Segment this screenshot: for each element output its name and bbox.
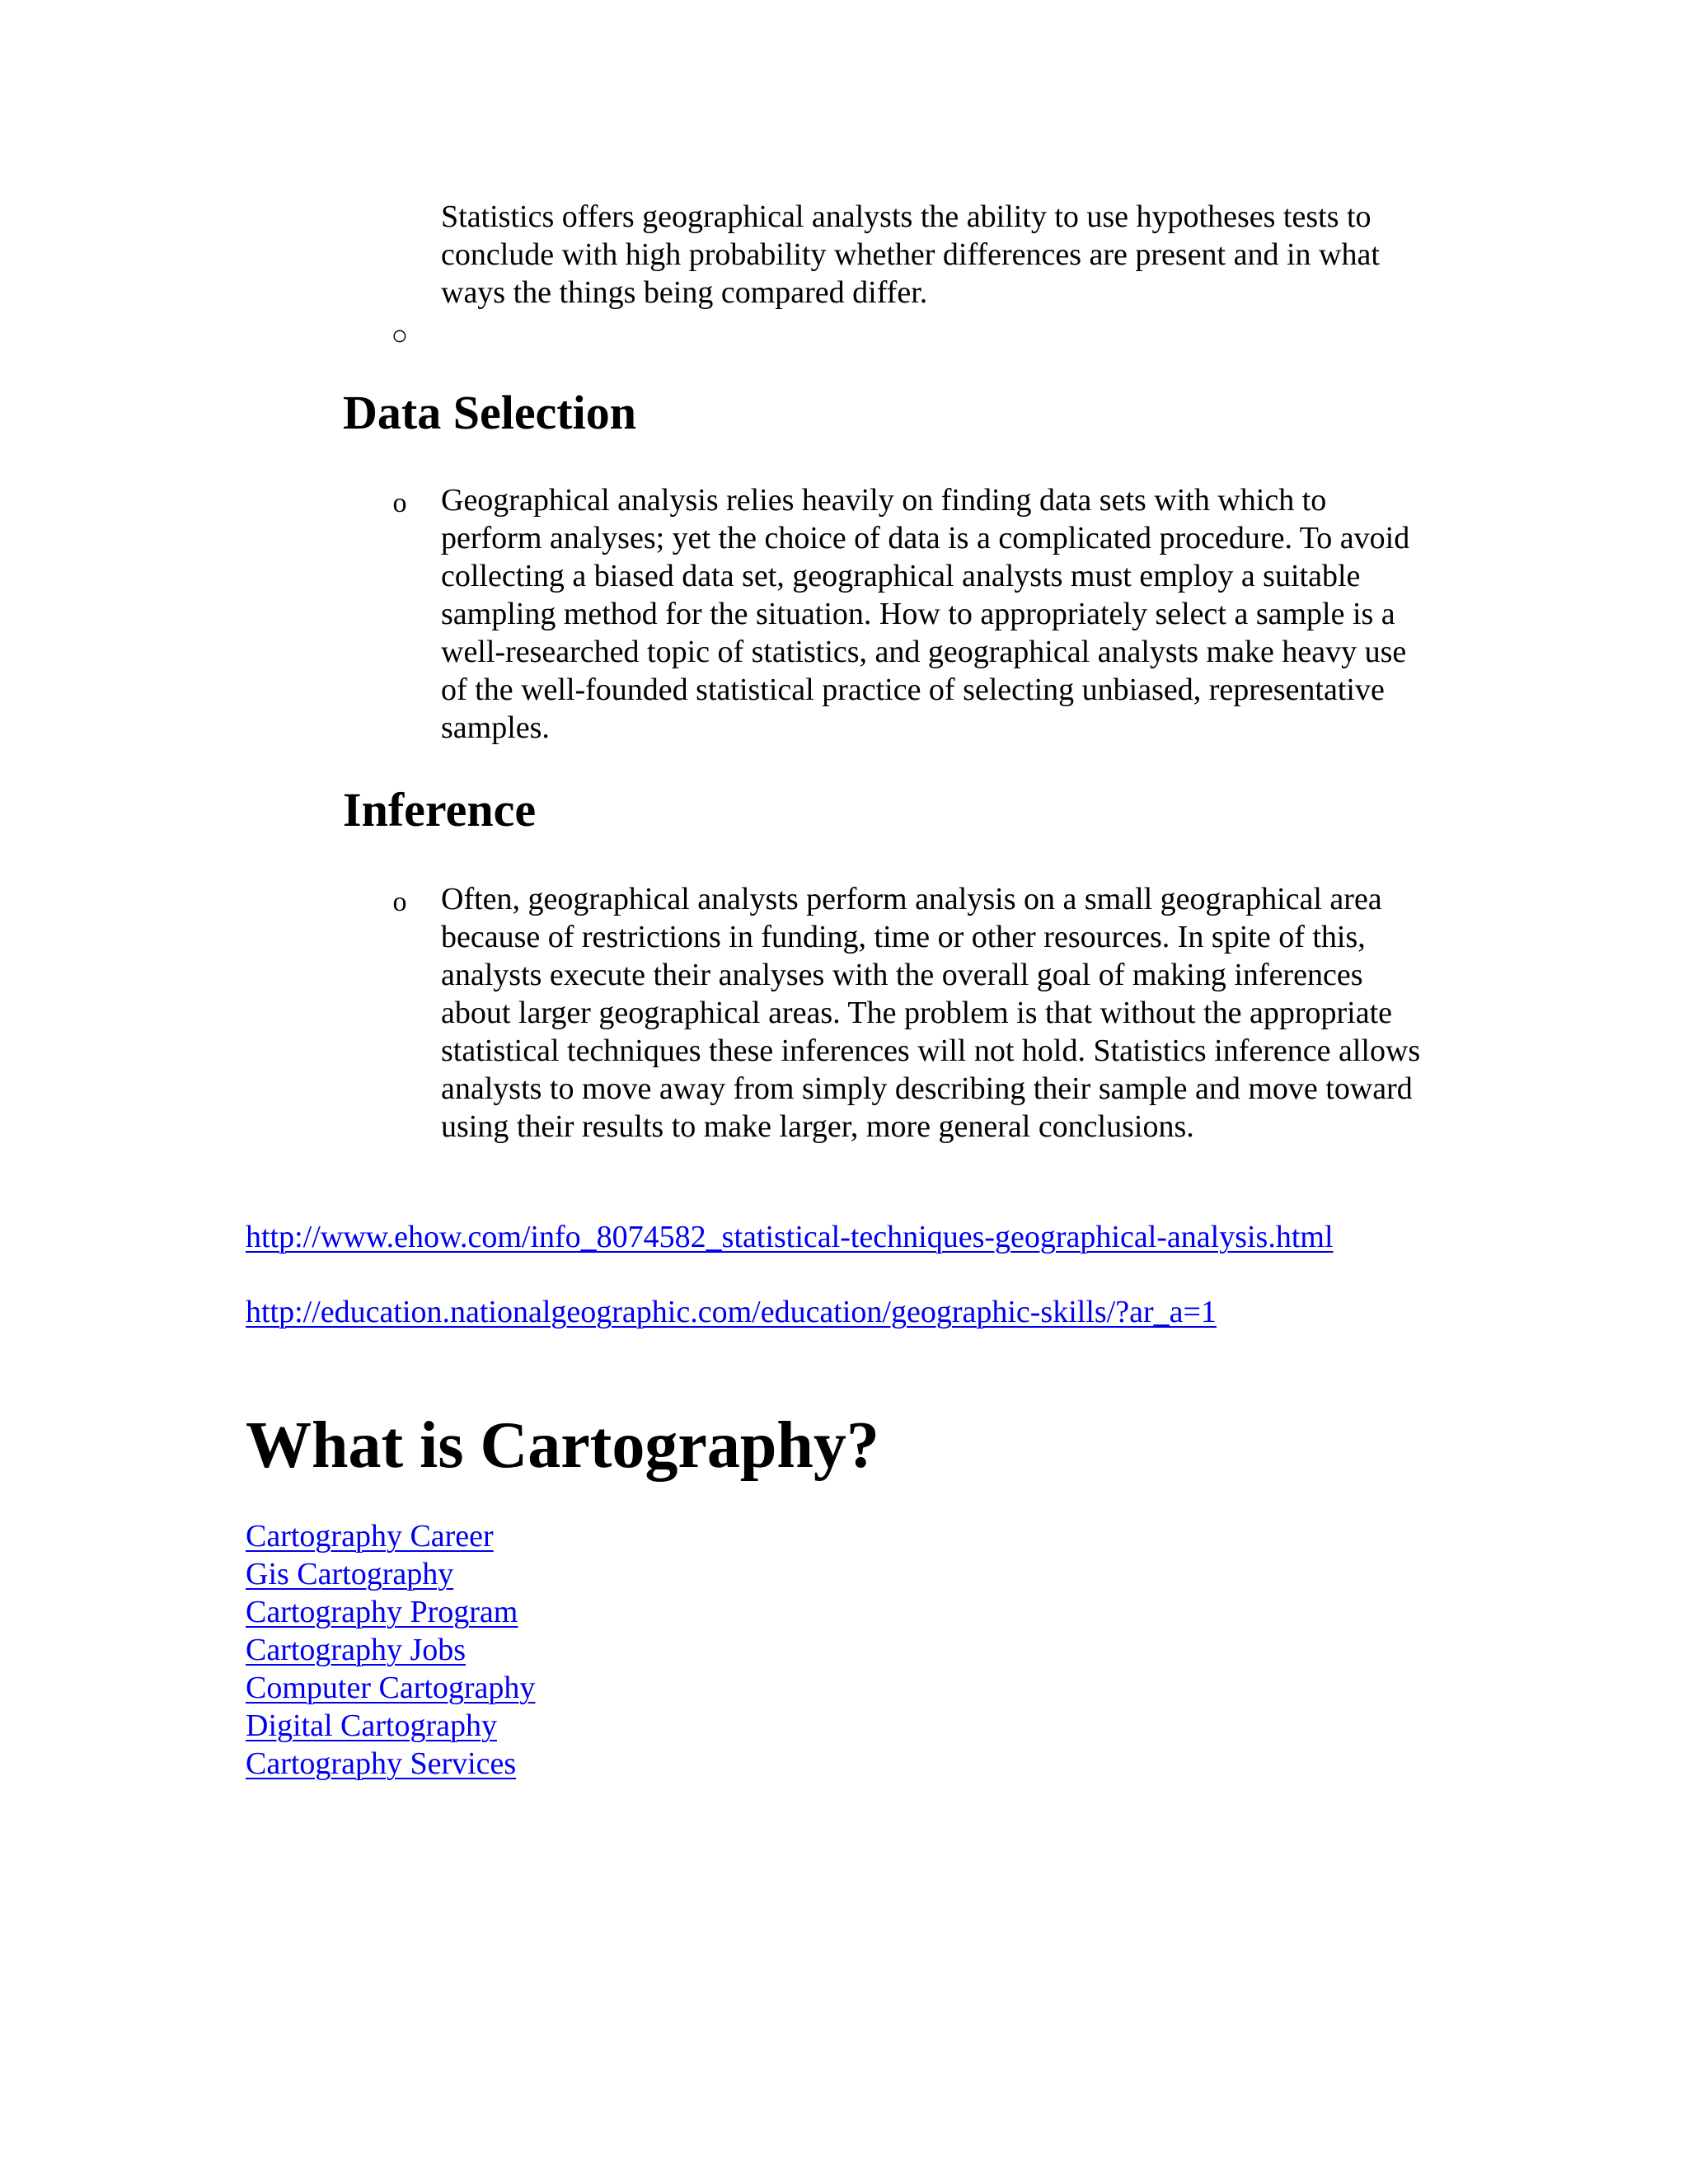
cartography-heading: What is Cartography? (246, 1409, 879, 1482)
link-cartography-services[interactable]: Cartography Services (246, 1746, 517, 1781)
inference-bullet: o (392, 887, 407, 917)
link-gis-cartography[interactable]: Gis Cartography (246, 1557, 454, 1591)
reference-natgeo (246, 1293, 1217, 1331)
cartography-link-list (246, 1517, 535, 1783)
list-item (246, 1555, 535, 1593)
list-item (246, 1669, 535, 1707)
data-selection-heading: Data Selection (343, 386, 636, 439)
list-item (246, 1631, 535, 1669)
data-selection-paragraph: Geographical analysis relies heavily on finding data sets with which to perform analyses; yet the choice of data is a complicated procedure. To avoid collecting a biased data set, geographical analysts must employ a suitable sampling method for the situation. How to appropriately select a sample is a well-researched topic of statistics, and geographical analysts make heavy use of the well-founded statistical practice of selecting unbiased, representative samples. (441, 483, 1410, 745)
data-selection-bullet: o (392, 488, 407, 518)
empty-list-bullet: ○ (391, 321, 409, 351)
list-item (246, 1593, 535, 1631)
link-computer-cartography[interactable]: Computer Cartography (246, 1671, 536, 1705)
link-digital-cartography[interactable]: Digital Cartography (246, 1708, 497, 1743)
link-cartography-program[interactable]: Cartography Program (246, 1595, 518, 1629)
link-cartography-jobs[interactable]: Cartography Jobs (246, 1633, 467, 1667)
reference-link-natgeo[interactable]: http://education.nationalgeographic.com/education/geographic-skills/?ar_a=1 (246, 1295, 1217, 1329)
reference-link-ehow[interactable]: http://www.ehow.com/info_8074582_statistical-techniques-geographical-analysis.html (246, 1220, 1334, 1254)
list-item (246, 1707, 535, 1745)
inference-paragraph: Often, geographical analysts perform analysis on a small geographical area because of restrictions in funding, time or other resources. In spite of this, analysts execute their analyses with the overall goal of making inferences about larger geographical areas. The problem is that without the appropriate statistical techniques these inferences will not hold. Statistics inference allows analysts to move away from simply describing their sample and move toward using their results to make larger, more general conclusions. (441, 882, 1421, 1144)
intro-paragraph: Statistics offers geographical analysts the ability to use hypotheses tests to conclude with high probability whether differences are present and in what ways the things being compared differ. (441, 199, 1380, 310)
link-cartography-career[interactable]: Cartography Career (246, 1519, 494, 1554)
reference-ehow (246, 1218, 1334, 1256)
list-item (246, 1517, 535, 1555)
inference-heading: Inference (343, 783, 537, 837)
list-item (246, 1745, 535, 1783)
